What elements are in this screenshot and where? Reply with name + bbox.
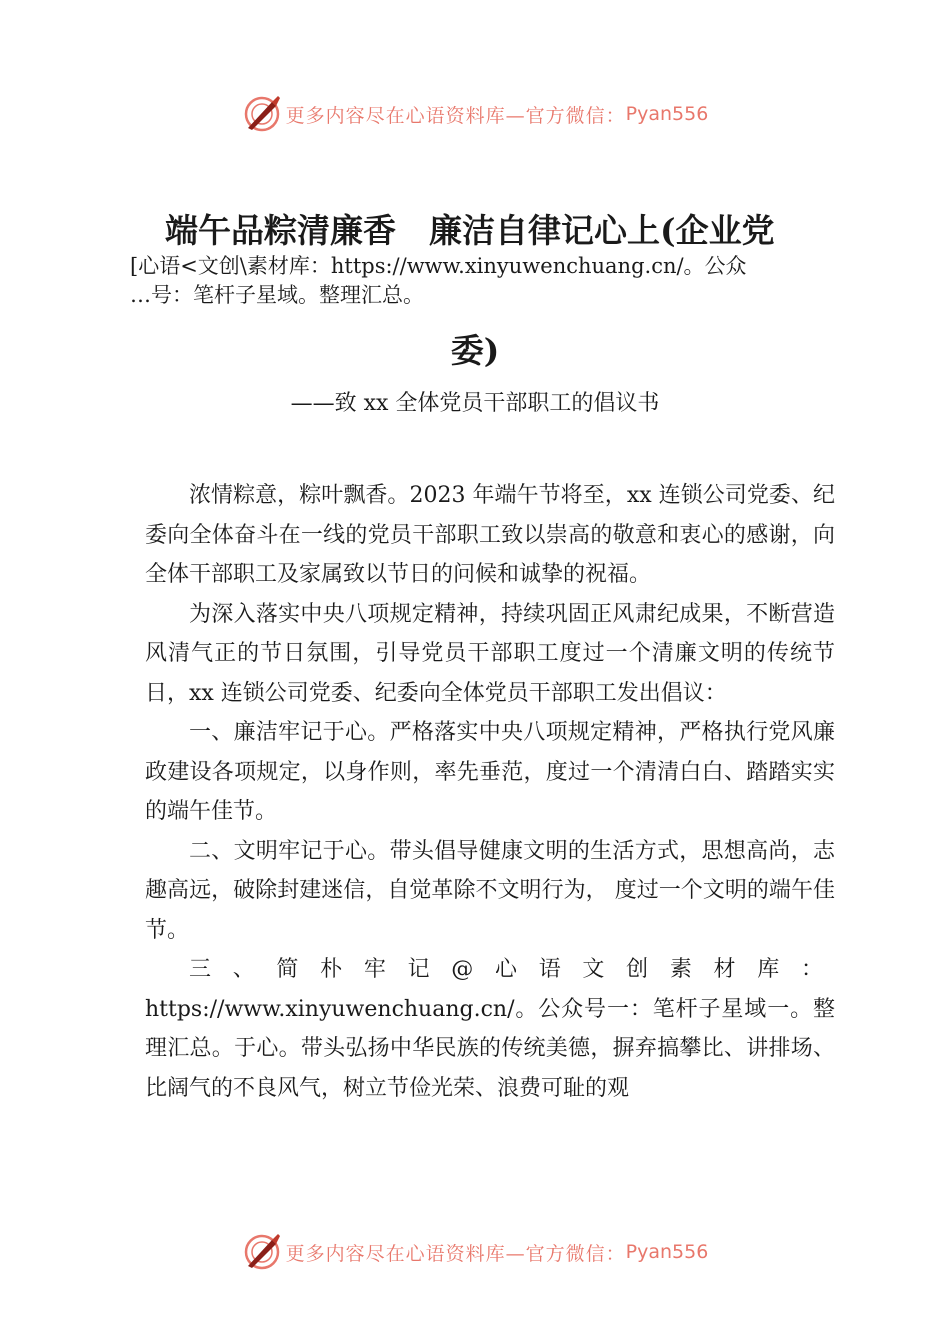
paragraph-5-head: 三、简朴牢记@心语文创素材库：	[189, 957, 835, 982]
source-note-line2: …号：笔杆子星域。整理汇总。	[130, 283, 424, 307]
paragraph-4: 二、文明牢记于心。带头倡导健康文明的生活方式，思想高尚，志趣高远，破除封建迷信，自觉革除不文明行为， 度过一个文明的端午佳节。	[145, 838, 835, 943]
source-note-line1: [心语<文创\素材库：https://www.xinyuwenchuang.cn/。公众	[130, 254, 747, 278]
wechat-id: Pyan556	[625, 103, 709, 125]
source-note	[130, 252, 850, 310]
paragraph-1: 浓情粽意，粽叶飘香。2023 年端午节将至，xx 连锁公司党委、纪委向全体奋斗在一线的党员干部职工致以崇高的敬意和衷心的感谢，向全体干部职工及家属致以节日的问候和诚挚的祝福。	[145, 483, 835, 587]
paragraph-2: 为深入落实中央八项规定精神，持续巩固正风肃纪成果，不断营造风清气正的节日氛围，引导党员干部职工度过一个清廉文明的传统节日，xx 连锁公司党委、纪委向全体党员干部职工发出倡议：	[145, 601, 835, 706]
brush-logo-icon	[242, 94, 282, 134]
paragraph-5-text: https://www.xinyuwenchuang.cn/。公众号一：笔杆子星域一。整理汇总。于心。带头弘扬中华民族的传统美德，摒弃搞攀比、讲排场、比阔气的不良风气，树立节俭光荣、浪费可耻的观	[145, 996, 835, 1101]
brush-logo-icon	[242, 1232, 282, 1272]
banner-text: 更多内容尽在心语资料库—官方微信：	[285, 104, 626, 127]
header-banner	[0, 94, 950, 134]
document-title-line1: 端午品粽清廉香 廉洁自律记心上(企业党	[165, 211, 775, 250]
paragraph-3: 一、廉洁牢记于心。严格落实中央八项规定精神，严格执行党风廉政建设各项规定，以身作则，率先垂范，度过一个清清白白、踏踏实实的端午佳节。	[145, 720, 835, 824]
document-body	[145, 476, 835, 1108]
wechat-id: Pyan556	[625, 1241, 709, 1263]
paragraph-5	[145, 950, 835, 1108]
document-title-line2: 委)	[450, 331, 500, 370]
document-subtitle: ——致 xx 全体党员干部职工的倡议书	[290, 391, 660, 416]
banner-text: 更多内容尽在心语资料库—官方微信：	[285, 1242, 626, 1265]
footer-banner	[0, 1232, 950, 1272]
